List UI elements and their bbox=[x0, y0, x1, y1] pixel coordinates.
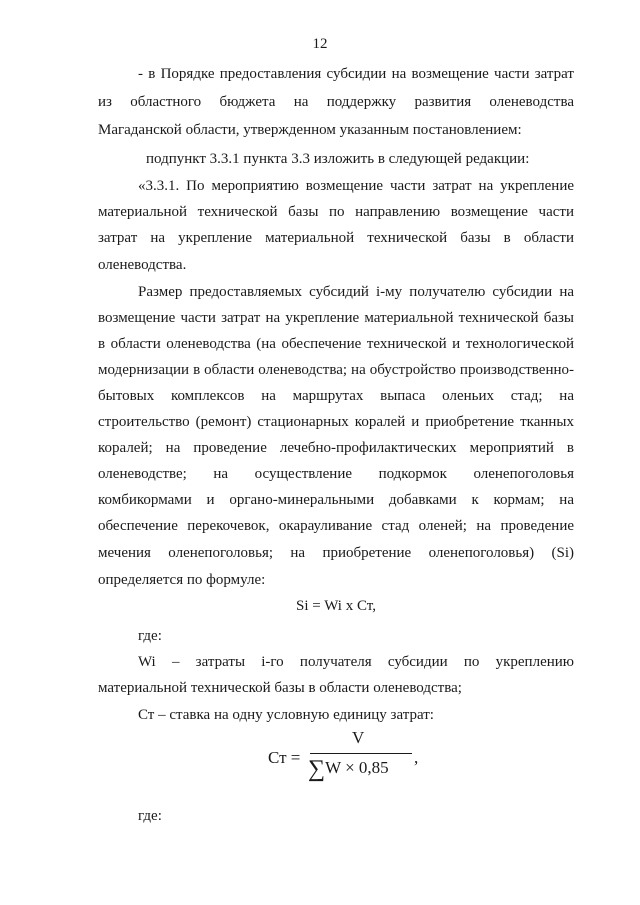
formula-denominator bbox=[308, 756, 389, 783]
sum-symbol: ∑ bbox=[308, 756, 326, 782]
text-line: комбикормами и органо-минеральными добавками к кормам; на bbox=[98, 492, 574, 508]
text-line: материальной технической базы по направлению возмещение части bbox=[98, 204, 574, 220]
text-line: подпункт 3.3.1 пункта 3.3 изложить в следующей редакции: bbox=[146, 151, 530, 167]
formula-comma: , bbox=[414, 748, 419, 767]
page-number: 12 bbox=[312, 36, 328, 52]
text-line: материальной технической базы в области оленеводства; bbox=[98, 680, 462, 696]
fraction-bar bbox=[310, 753, 412, 754]
formula-rate bbox=[268, 728, 438, 784]
formula-lhs: Ст = bbox=[268, 748, 301, 767]
text-line: строительство (ремонт) стационарных коралей и приобретение тканных bbox=[98, 414, 574, 430]
text-line: коралей; на проведение лечебно-профилактических мероприятий в bbox=[98, 440, 574, 456]
text-line: Ст – ставка на одну условную единицу затрат: bbox=[138, 707, 434, 723]
text-line: определяется по формуле: bbox=[98, 572, 266, 588]
denominator-text: W × 0,85 bbox=[325, 758, 389, 777]
text-line: оленеводства. bbox=[98, 257, 187, 273]
text-line: Магаданской области, утвержденном указанным постановлением: bbox=[98, 122, 522, 138]
text-line: затрат на укрепление материальной технической базы в области bbox=[98, 230, 574, 246]
text-line: где: bbox=[138, 808, 162, 824]
text-line: в области оленеводства (на обеспечение технической и технологической bbox=[98, 336, 574, 352]
formula-si: Si = Wi x Ст, bbox=[296, 598, 376, 614]
text-line: бытовых комплексов на маршрутах выпаса оленьих стад; на bbox=[98, 388, 574, 404]
formula-numerator: V bbox=[352, 728, 365, 747]
text-line: «3.3.1. По мероприятию возмещение части затрат на укрепление bbox=[138, 178, 574, 194]
text-line: - в Порядке предоставления субсидии на возмещение части затрат bbox=[138, 66, 574, 82]
text-line: модернизации в области оленеводства; на обустройство производственно- bbox=[98, 362, 574, 378]
text-line: оленеводстве; на осуществление подкормок оленепоголовья bbox=[98, 466, 574, 482]
text-line: Размер предоставляемых субсидий i-му получателю субсидии на bbox=[138, 284, 574, 300]
text-line: где: bbox=[138, 628, 162, 644]
text-line: мечения оленепоголовья; на приобретение оленепоголовья) (Si) bbox=[98, 545, 574, 561]
text-line: Wi – затраты i-го получателя субсидии по укреплению bbox=[138, 654, 574, 670]
text-line: обеспечение перекочевок, окарауливание стад оленей; на проведение bbox=[98, 518, 574, 534]
text-line: из областного бюджета на поддержку развития оленеводства bbox=[98, 94, 574, 110]
text-line: возмещение части затрат на укрепление материальной технической базы bbox=[98, 310, 574, 326]
